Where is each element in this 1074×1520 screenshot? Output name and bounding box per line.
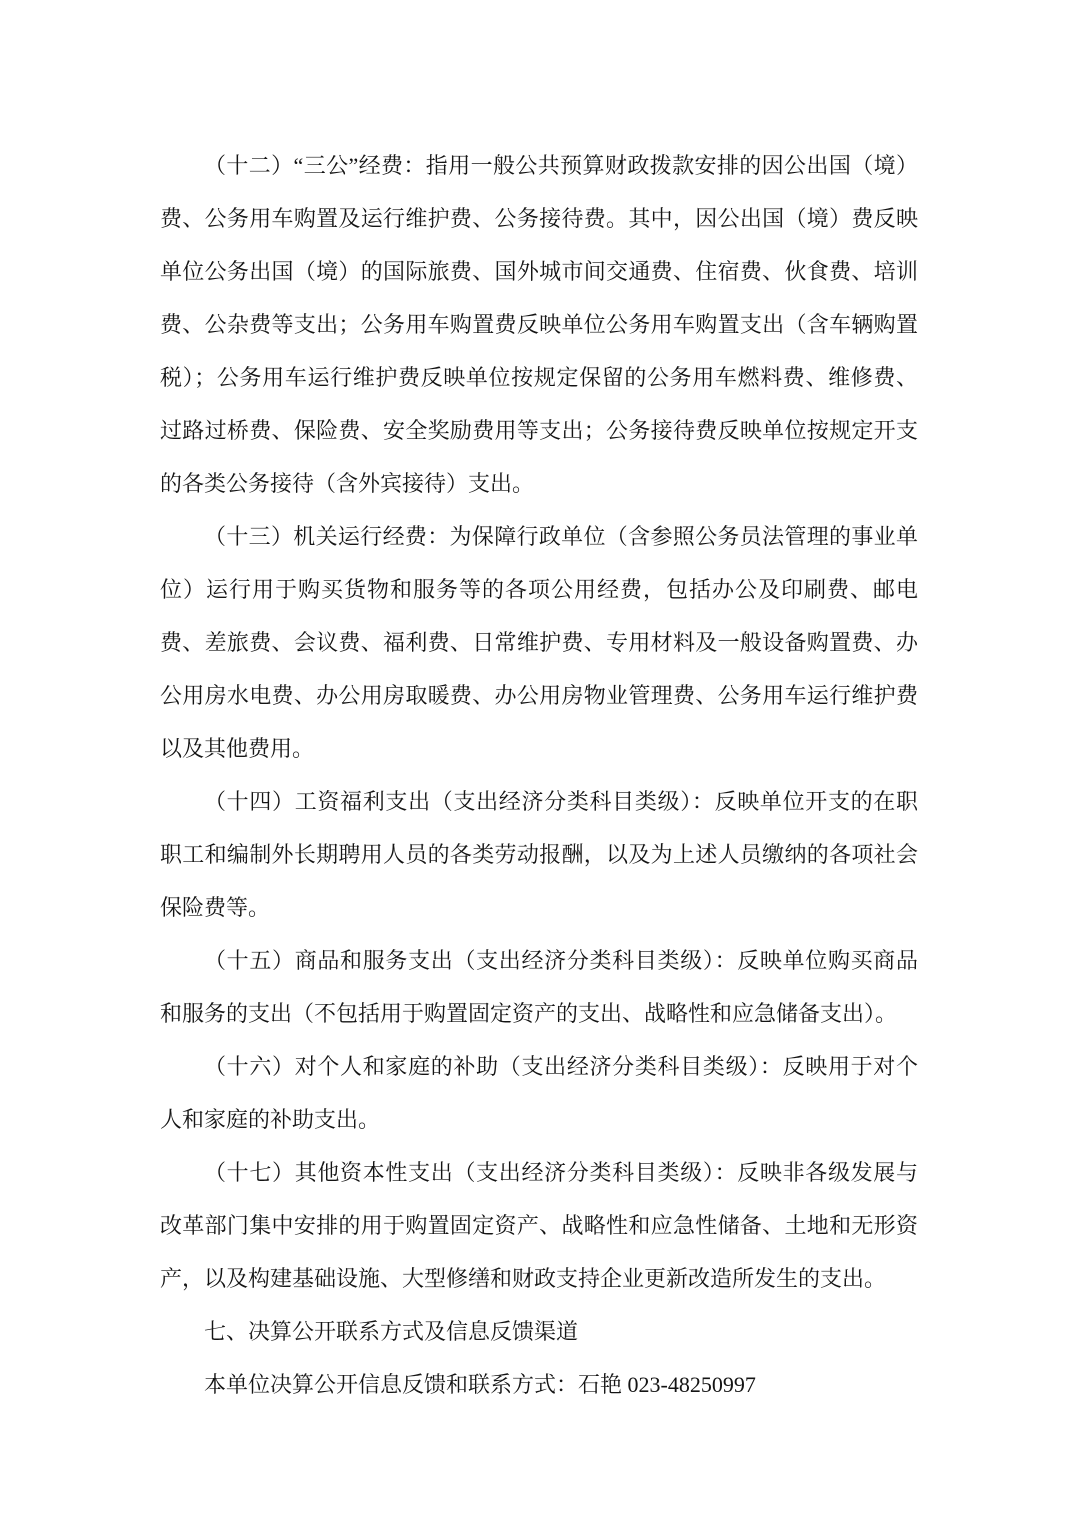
document-body bbox=[160, 139, 918, 1411]
contact-line: 本单位决算公开信息反馈和联系方式：石艳 023-48250997 bbox=[204, 1372, 756, 1397]
paragraph-item-12: （十二）“三公”经费：指用一般公共预算财政拨款安排的因公出国（境）费、公务用车购置及运行维护费、公务接待费。其中，因公出国（境）费反映单位公务出国（境）的国际旅费、国外城市间交通费、住宿费、伙食费、培训费、公杂费等支出；公务用车购置费反映单位公务用车购置支出（含车辆购置税）；公务用车运行维护费反映单位按规定保留的公务用车燃料费、维修费、过路过桥费、保险费、安全奖励费用等支出；公务接待费反映单位按规定开支的各类公务接待（含外宾接待）支出。 bbox=[160, 153, 918, 496]
paragraph-item-15: （十五）商品和服务支出（支出经济分类科目类级）：反映单位购买商品和服务的支出（不包括用于购置固定资产的支出、战略性和应急储备支出）。 bbox=[160, 948, 918, 1026]
paragraph-item-17: （十七）其他资本性支出（支出经济分类科目类级）：反映非各级发展与改革部门集中安排的用于购置固定资产、战略性和应急性储备、土地和无形资产，以及构建基础设施、大型修缮和财政支持企业更新改造所发生的支出。 bbox=[160, 1160, 918, 1291]
paragraph-item-13: （十三）机关运行经费：为保障行政单位（含参照公务员法管理的事业单位）运行用于购买货物和服务等的各项公用经费，包括办公及印刷费、邮电费、差旅费、会议费、福利费、日常维护费、专用材料及一般设备购置费、办公用房水电费、办公用房取暖费、办公用房物业管理费、公务用车运行维护费以及其他费用。 bbox=[160, 524, 918, 761]
section-heading-7: 七、决算公开联系方式及信息反馈渠道 bbox=[204, 1319, 579, 1344]
paragraph-item-16: （十六）对个人和家庭的补助（支出经济分类科目类级）：反映用于对个人和家庭的补助支出。 bbox=[160, 1054, 918, 1132]
paragraph-item-14: （十四）工资福利支出（支出经济分类科目类级）：反映单位开支的在职职工和编制外长期聘用人员的各类劳动报酬，以及为上述人员缴纳的各项社会保险费等。 bbox=[160, 789, 918, 920]
